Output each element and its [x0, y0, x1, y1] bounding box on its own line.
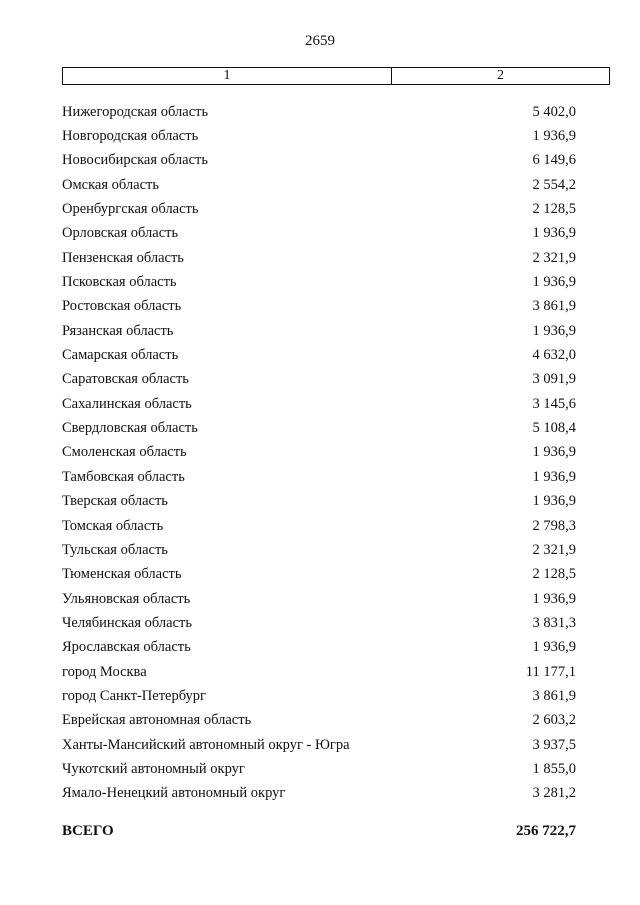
region-name: Смоленская область — [62, 444, 187, 461]
region-value: 1 855,0 — [532, 760, 576, 777]
region-value: 5 108,4 — [532, 420, 576, 437]
region-list — [62, 100, 576, 806]
region-value: 2 603,2 — [532, 712, 576, 729]
table-row — [62, 563, 576, 587]
region-name: Ханты-Мансийский автономный округ - Югра — [62, 736, 350, 753]
region-value: 11 177,1 — [525, 663, 576, 680]
table-row — [62, 343, 576, 367]
page-number: 2659 — [305, 33, 335, 49]
table-row — [62, 587, 576, 611]
region-name: Тамбовская область — [62, 468, 185, 485]
region-value: 3 091,9 — [532, 371, 576, 388]
region-name: Омская область — [62, 176, 159, 193]
region-name: Нижегородская область — [62, 103, 209, 120]
region-name: Оренбургская область — [62, 201, 199, 218]
region-name: Ростовская область — [62, 298, 182, 315]
region-value: 2 554,2 — [532, 176, 576, 193]
region-name: Тульская область — [62, 541, 168, 558]
region-name: Рязанская область — [62, 322, 174, 339]
region-value: 3 281,2 — [532, 785, 576, 802]
region-value: 2 321,9 — [532, 249, 576, 266]
table-row — [62, 173, 576, 197]
region-name: Псковская область — [62, 274, 177, 291]
column-header-table — [62, 67, 610, 85]
region-name: город Санкт-Петербург — [62, 687, 207, 704]
region-name: Пензенская область — [62, 249, 184, 266]
table-row — [62, 149, 576, 173]
region-value: 2 128,5 — [532, 566, 576, 583]
table-row — [62, 465, 576, 489]
region-name: Томская область — [62, 517, 164, 534]
region-value: 3 861,9 — [532, 687, 576, 704]
region-name: Саратовская область — [62, 371, 189, 388]
table-row — [62, 416, 576, 440]
region-value: 1 936,9 — [532, 493, 576, 510]
table-row — [62, 611, 576, 635]
table-row — [62, 197, 576, 221]
region-name: Ульяновская область — [62, 590, 191, 607]
region-name: Свердловская область — [62, 420, 198, 437]
table-row — [62, 490, 576, 514]
region-name: Новосибирская область — [62, 152, 208, 169]
region-value: 1 936,9 — [532, 274, 576, 291]
region-name: Сахалинская область — [62, 395, 192, 412]
region-name: город Москва — [62, 663, 147, 680]
table-row — [62, 684, 576, 708]
region-name: Ямало-Ненецкий автономный округ — [62, 785, 286, 802]
table-row — [62, 319, 576, 343]
region-value: 6 149,6 — [532, 152, 576, 169]
table-row — [62, 222, 576, 246]
region-value: 2 798,3 — [532, 517, 576, 534]
table-row — [62, 636, 576, 660]
region-value: 1 936,9 — [532, 639, 576, 656]
table-row — [62, 441, 576, 465]
region-value: 1 936,9 — [532, 322, 576, 339]
region-value: 1 936,9 — [532, 590, 576, 607]
table-row — [62, 392, 576, 416]
table-row — [62, 246, 576, 270]
region-value: 3 145,6 — [532, 395, 576, 412]
region-value: 1 936,9 — [532, 444, 576, 461]
region-name: Тверская область — [62, 493, 168, 510]
total-label: ВСЕГО — [62, 823, 114, 839]
table-row — [62, 295, 576, 319]
region-name: Ярославская область — [62, 639, 191, 656]
table-row — [62, 514, 576, 538]
total-row — [62, 823, 576, 840]
region-name: Новгородская область — [62, 128, 199, 145]
region-value: 2 321,9 — [532, 541, 576, 558]
region-name: Тюменская область — [62, 566, 182, 583]
region-value: 2 128,5 — [532, 201, 576, 218]
table-row — [62, 733, 576, 757]
table-row — [62, 100, 576, 124]
table-row — [62, 757, 576, 781]
table-row — [62, 538, 576, 562]
table-row — [62, 660, 576, 684]
region-name: Орловская область — [62, 225, 179, 242]
region-value: 1 936,9 — [532, 225, 576, 242]
region-value: 1 936,9 — [532, 468, 576, 485]
table-row — [62, 782, 576, 806]
table-row — [62, 709, 576, 733]
total-value: 256 722,7 — [516, 823, 576, 839]
region-value: 3 861,9 — [532, 298, 576, 315]
column-header-1: 1 — [63, 68, 392, 84]
table-row — [62, 270, 576, 294]
region-name: Чукотский автономный округ — [62, 760, 245, 777]
region-value: 3 831,3 — [532, 614, 576, 631]
table-row — [62, 368, 576, 392]
region-name: Челябинская область — [62, 614, 192, 631]
region-value: 4 632,0 — [532, 347, 576, 364]
region-value: 3 937,5 — [532, 736, 576, 753]
column-header-2: 2 — [497, 68, 504, 83]
region-value: 1 936,9 — [532, 128, 576, 145]
region-name: Самарская область — [62, 347, 179, 364]
table-row — [62, 124, 576, 148]
region-value: 5 402,0 — [532, 103, 576, 120]
region-name: Еврейская автономная область — [62, 712, 252, 729]
